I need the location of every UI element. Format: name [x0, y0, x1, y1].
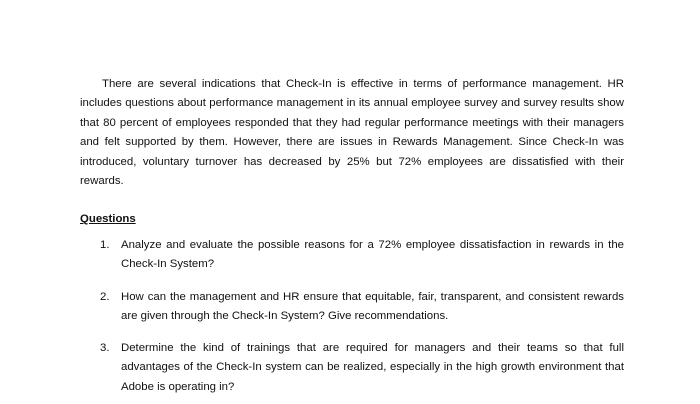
question-number-3: 3.	[100, 342, 110, 354]
question-item-2	[100, 288, 624, 327]
question-number-2: 2.	[100, 291, 110, 303]
question-item-1	[100, 236, 624, 275]
question-text-2: How can the management and HR ensure that equitable, fair, transparent, and consistent rewards are given through the Check-In System? Give recommendations.	[121, 291, 624, 323]
question-text-1: Analyze and evaluate the possible reasons for a 72% employee dissatisfaction in rewards in the Check-In System?	[121, 239, 624, 271]
question-item-3	[100, 339, 624, 397]
intro-paragraph: There are several indications that Check-In is effective in terms of performance management. HR includes questions about performance management in its annual employee survey and survey results show that 80 percent of employees responded that they had regular performance meetings with their managers and felt supported by them. However, there are issues in Rewards Management. Since Check-In was introduced, voluntary turnover has decreased by 25% but 72% employees are dissatisfied with their rewards.	[80, 78, 624, 188]
questions-heading: Questions	[80, 213, 136, 225]
question-number-1: 1.	[100, 239, 110, 251]
question-text-3: Determine the kind of trainings that are required for managers and their teams so that full advantages of the Check-In system can be realized, especially in the high growth environment that Adobe is operating in?	[121, 342, 624, 393]
